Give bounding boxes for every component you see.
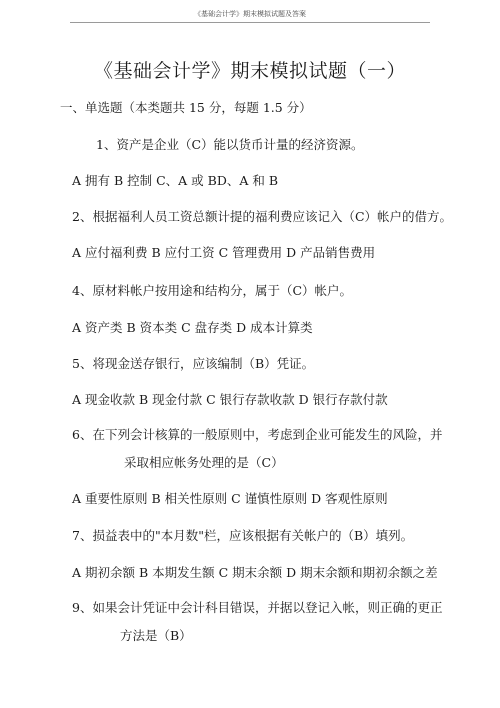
running-header: 《基础会计学》期末模拟试题及答案 bbox=[194, 10, 306, 18]
question-1-options: A 拥有 B 控制 C、A 或 BD、A 和 B bbox=[72, 173, 279, 188]
question-9: 9、如果会计凭证中会计科目错误，并据以登记入帐，则正确的更正 bbox=[72, 600, 443, 615]
question-6: 6、在下列会计核算的一般原则中，考虑到企业可能发生的风险，并 bbox=[72, 427, 443, 442]
page-title: 《基础会计学》期末模拟试题（一） bbox=[93, 60, 406, 82]
question-5: 5、将现金送存银行，应该编制（B）凭证。 bbox=[72, 356, 315, 371]
question-4: 4、原材料帐户按用途和结构分，属于（C）帐户。 bbox=[72, 283, 353, 298]
question-7: 7、损益表中的"本月数"栏，应该根据有关帐户的（B）填列。 bbox=[72, 528, 414, 543]
question-7-options: A 期初余额 B 本期发生额 C 期末余额 D 期末余额和期初余额之差 bbox=[72, 565, 438, 580]
question-6-options: A 重要性原则 B 相关性原则 C 谨慎性原则 D 客观性原则 bbox=[72, 491, 388, 506]
header-divider bbox=[70, 22, 430, 23]
question-6-continuation: 采取相应帐务处理的是（C） bbox=[124, 455, 284, 470]
question-1: 1、资产是企业（C）能以货币计量的经济资源。 bbox=[96, 137, 364, 152]
question-4-options: A 资产类 B 资本类 C 盘存类 D 成本计算类 bbox=[72, 320, 313, 335]
section-heading: 一、单选题（本类题共 15 分，每题 1.5 分） bbox=[60, 100, 312, 115]
question-2-options: A 应付福利费 B 应付工资 C 管理费用 D 产品销售费用 bbox=[72, 245, 376, 260]
question-2: 2、根据福利人员工资总额计提的福利费应该记入（C）帐户的借方。 bbox=[72, 209, 453, 224]
question-9-continuation: 方法是（B） bbox=[120, 628, 192, 643]
question-5-options: A 现金收款 B 现金付款 C 银行存款收款 D 银行存款付款 bbox=[72, 392, 388, 407]
